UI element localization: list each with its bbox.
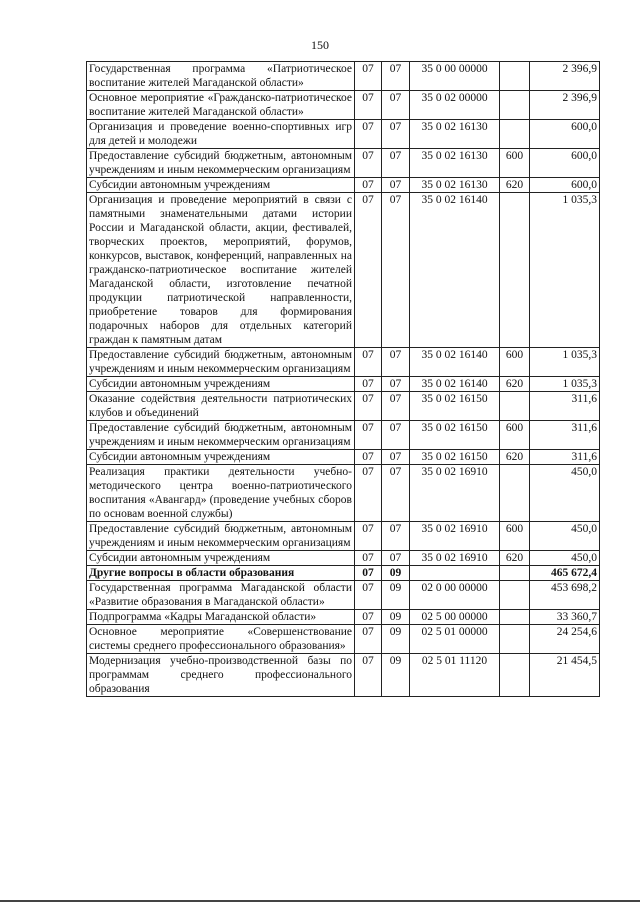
table-row — [87, 348, 600, 377]
table-row — [87, 625, 600, 654]
row-name-cell: Основное мероприятие «Совершенствование системы среднего профессионального образования» — [87, 625, 355, 654]
table-row — [87, 392, 600, 421]
amount-cell: 450,0 — [530, 551, 600, 566]
subsection-code-cell: 07 — [382, 149, 410, 178]
target-article-cell: 02 5 00 00000 — [410, 610, 500, 625]
section-code-cell: 07 — [355, 178, 382, 193]
row-name-cell: Предоставление субсидий бюджетным, автономным учреждениям и иным некоммерческим организациям — [87, 348, 355, 377]
target-article-cell: 35 0 00 00000 — [410, 62, 500, 91]
section-code-cell: 07 — [355, 522, 382, 551]
section-code-cell: 07 — [355, 348, 382, 377]
table-row — [87, 465, 600, 522]
budget-table — [86, 61, 600, 697]
target-article-cell: 35 0 02 16140 — [410, 193, 500, 348]
target-article-cell: 02 5 01 11120 — [410, 654, 500, 697]
row-name-cell: Организация и проведение военно-спортивных игр для детей и молодежи — [87, 120, 355, 149]
expense-type-cell — [500, 392, 530, 421]
target-article-cell: 35 0 02 00000 — [410, 91, 500, 120]
amount-cell: 2 396,9 — [530, 91, 600, 120]
section-code-cell: 07 — [355, 421, 382, 450]
section-code-cell: 07 — [355, 625, 382, 654]
amount-cell: 311,6 — [530, 450, 600, 465]
amount-cell: 24 254,6 — [530, 625, 600, 654]
row-name-cell: Государственная программа «Патриотическое воспитание жителей Магаданской области» — [87, 62, 355, 91]
table-row — [87, 610, 600, 625]
table-row — [87, 566, 600, 581]
expense-type-cell — [500, 610, 530, 625]
expense-type-cell: 600 — [500, 149, 530, 178]
target-article-cell — [410, 566, 500, 581]
page-bottom-rule — [0, 900, 640, 902]
expense-type-cell — [500, 465, 530, 522]
subsection-code-cell: 07 — [382, 62, 410, 91]
table-row — [87, 120, 600, 149]
expense-type-cell — [500, 120, 530, 149]
section-code-cell: 07 — [355, 654, 382, 697]
row-name-cell: Государственная программа Магаданской области «Развитие образования в Магаданской области» — [87, 581, 355, 610]
table-row — [87, 522, 600, 551]
row-name-cell: Предоставление субсидий бюджетным, автономным учреждениям и иным некоммерческим организациям — [87, 421, 355, 450]
row-name-cell: Основное мероприятие «Гражданско-патриотическое воспитание жителей Магаданской области» — [87, 91, 355, 120]
subsection-code-cell: 07 — [382, 120, 410, 149]
subsection-code-cell: 09 — [382, 566, 410, 581]
section-code-cell: 07 — [355, 62, 382, 91]
subsection-code-cell: 09 — [382, 625, 410, 654]
target-article-cell: 35 0 02 16130 — [410, 149, 500, 178]
amount-cell: 450,0 — [530, 465, 600, 522]
expense-type-cell — [500, 193, 530, 348]
table-row — [87, 654, 600, 697]
amount-cell: 311,6 — [530, 392, 600, 421]
expense-type-cell — [500, 91, 530, 120]
section-code-cell: 07 — [355, 120, 382, 149]
amount-cell: 600,0 — [530, 178, 600, 193]
expense-type-cell: 600 — [500, 421, 530, 450]
subsection-code-cell: 07 — [382, 91, 410, 120]
table-row — [87, 193, 600, 348]
table-row — [87, 551, 600, 566]
subsection-code-cell: 07 — [382, 421, 410, 450]
row-name-cell: Субсидии автономным учреждениям — [87, 178, 355, 193]
table-row — [87, 178, 600, 193]
subsection-code-cell: 07 — [382, 551, 410, 566]
table-row — [87, 581, 600, 610]
expense-type-cell — [500, 625, 530, 654]
expense-type-cell — [500, 654, 530, 697]
expense-type-cell: 620 — [500, 450, 530, 465]
expense-type-cell — [500, 566, 530, 581]
target-article-cell: 35 0 02 16150 — [410, 392, 500, 421]
amount-cell: 21 454,5 — [530, 654, 600, 697]
target-article-cell: 35 0 02 16140 — [410, 377, 500, 392]
section-code-cell: 07 — [355, 149, 382, 178]
expense-type-cell: 600 — [500, 522, 530, 551]
target-article-cell: 35 0 02 16910 — [410, 465, 500, 522]
table-row — [87, 450, 600, 465]
table-row — [87, 149, 600, 178]
row-name-cell: Другие вопросы в области образования — [87, 566, 355, 581]
table-row — [87, 377, 600, 392]
target-article-cell: 02 0 00 00000 — [410, 581, 500, 610]
section-code-cell: 07 — [355, 193, 382, 348]
expense-type-cell: 620 — [500, 377, 530, 392]
amount-cell: 1 035,3 — [530, 348, 600, 377]
subsection-code-cell: 09 — [382, 581, 410, 610]
target-article-cell: 35 0 02 16130 — [410, 120, 500, 149]
target-article-cell: 35 0 02 16140 — [410, 348, 500, 377]
section-code-cell: 07 — [355, 551, 382, 566]
amount-cell: 450,0 — [530, 522, 600, 551]
expense-type-cell — [500, 62, 530, 91]
row-name-cell: Субсидии автономным учреждениям — [87, 450, 355, 465]
amount-cell: 33 360,7 — [530, 610, 600, 625]
row-name-cell: Подпрограмма «Кадры Магаданской области» — [87, 610, 355, 625]
amount-cell: 2 396,9 — [530, 62, 600, 91]
subsection-code-cell: 07 — [382, 522, 410, 551]
section-code-cell: 07 — [355, 581, 382, 610]
section-code-cell: 07 — [355, 91, 382, 120]
row-name-cell: Предоставление субсидий бюджетным, автономным учреждениям и иным некоммерческим организациям — [87, 149, 355, 178]
expense-type-cell — [500, 581, 530, 610]
row-name-cell: Реализация практики деятельности учебно-методического центра военно-патриотического воспитания «Авангард» (проведение учебных сборов по основам военной службы) — [87, 465, 355, 522]
amount-cell: 311,6 — [530, 421, 600, 450]
page-number: 150 — [311, 38, 329, 52]
row-name-cell: Модернизация учебно-производственной базы по программам среднего профессионального образования — [87, 654, 355, 697]
subsection-code-cell: 09 — [382, 610, 410, 625]
amount-cell: 1 035,3 — [530, 193, 600, 348]
section-code-cell: 07 — [355, 392, 382, 421]
row-name-cell: Субсидии автономным учреждениям — [87, 377, 355, 392]
target-article-cell: 35 0 02 16910 — [410, 551, 500, 566]
section-code-cell: 07 — [355, 450, 382, 465]
subsection-code-cell: 07 — [382, 377, 410, 392]
amount-cell: 600,0 — [530, 120, 600, 149]
expense-type-cell: 620 — [500, 551, 530, 566]
section-code-cell: 07 — [355, 465, 382, 522]
expense-type-cell: 620 — [500, 178, 530, 193]
table-row — [87, 62, 600, 91]
subsection-code-cell: 07 — [382, 193, 410, 348]
amount-cell: 465 672,4 — [530, 566, 600, 581]
amount-cell: 600,0 — [530, 149, 600, 178]
row-name-cell: Предоставление субсидий бюджетным, автономным учреждениям и иным некоммерческим организациям — [87, 522, 355, 551]
subsection-code-cell: 07 — [382, 450, 410, 465]
section-code-cell: 07 — [355, 377, 382, 392]
table-row — [87, 91, 600, 120]
subsection-code-cell: 07 — [382, 348, 410, 377]
target-article-cell: 35 0 02 16130 — [410, 178, 500, 193]
amount-cell: 1 035,3 — [530, 377, 600, 392]
target-article-cell: 35 0 02 16150 — [410, 450, 500, 465]
target-article-cell: 35 0 02 16910 — [410, 522, 500, 551]
subsection-code-cell: 07 — [382, 178, 410, 193]
section-code-cell: 07 — [355, 610, 382, 625]
subsection-code-cell: 07 — [382, 465, 410, 522]
expense-type-cell: 600 — [500, 348, 530, 377]
row-name-cell: Оказание содействия деятельности патриотических клубов и объединений — [87, 392, 355, 421]
row-name-cell: Организация и проведение мероприятий в связи с памятными знаменательными датами истории России и Магаданской области, акции, фестивалей, творческих проектов, мероприятий, форумов, конкурсов, выставок, конференций, направленных на гражданско-патриотическое воспитание жителей Магаданской области, изготовление печатной продукции патриотической направленности, приобретение товаров для формирования подарочных наборов для отдельных категорий граждан к памятным датам — [87, 193, 355, 348]
subsection-code-cell: 09 — [382, 654, 410, 697]
amount-cell: 453 698,2 — [530, 581, 600, 610]
subsection-code-cell: 07 — [382, 392, 410, 421]
row-name-cell: Субсидии автономным учреждениям — [87, 551, 355, 566]
target-article-cell: 35 0 02 16150 — [410, 421, 500, 450]
target-article-cell: 02 5 01 00000 — [410, 625, 500, 654]
table-row — [87, 421, 600, 450]
budget-table-body — [87, 62, 600, 697]
section-code-cell: 07 — [355, 566, 382, 581]
